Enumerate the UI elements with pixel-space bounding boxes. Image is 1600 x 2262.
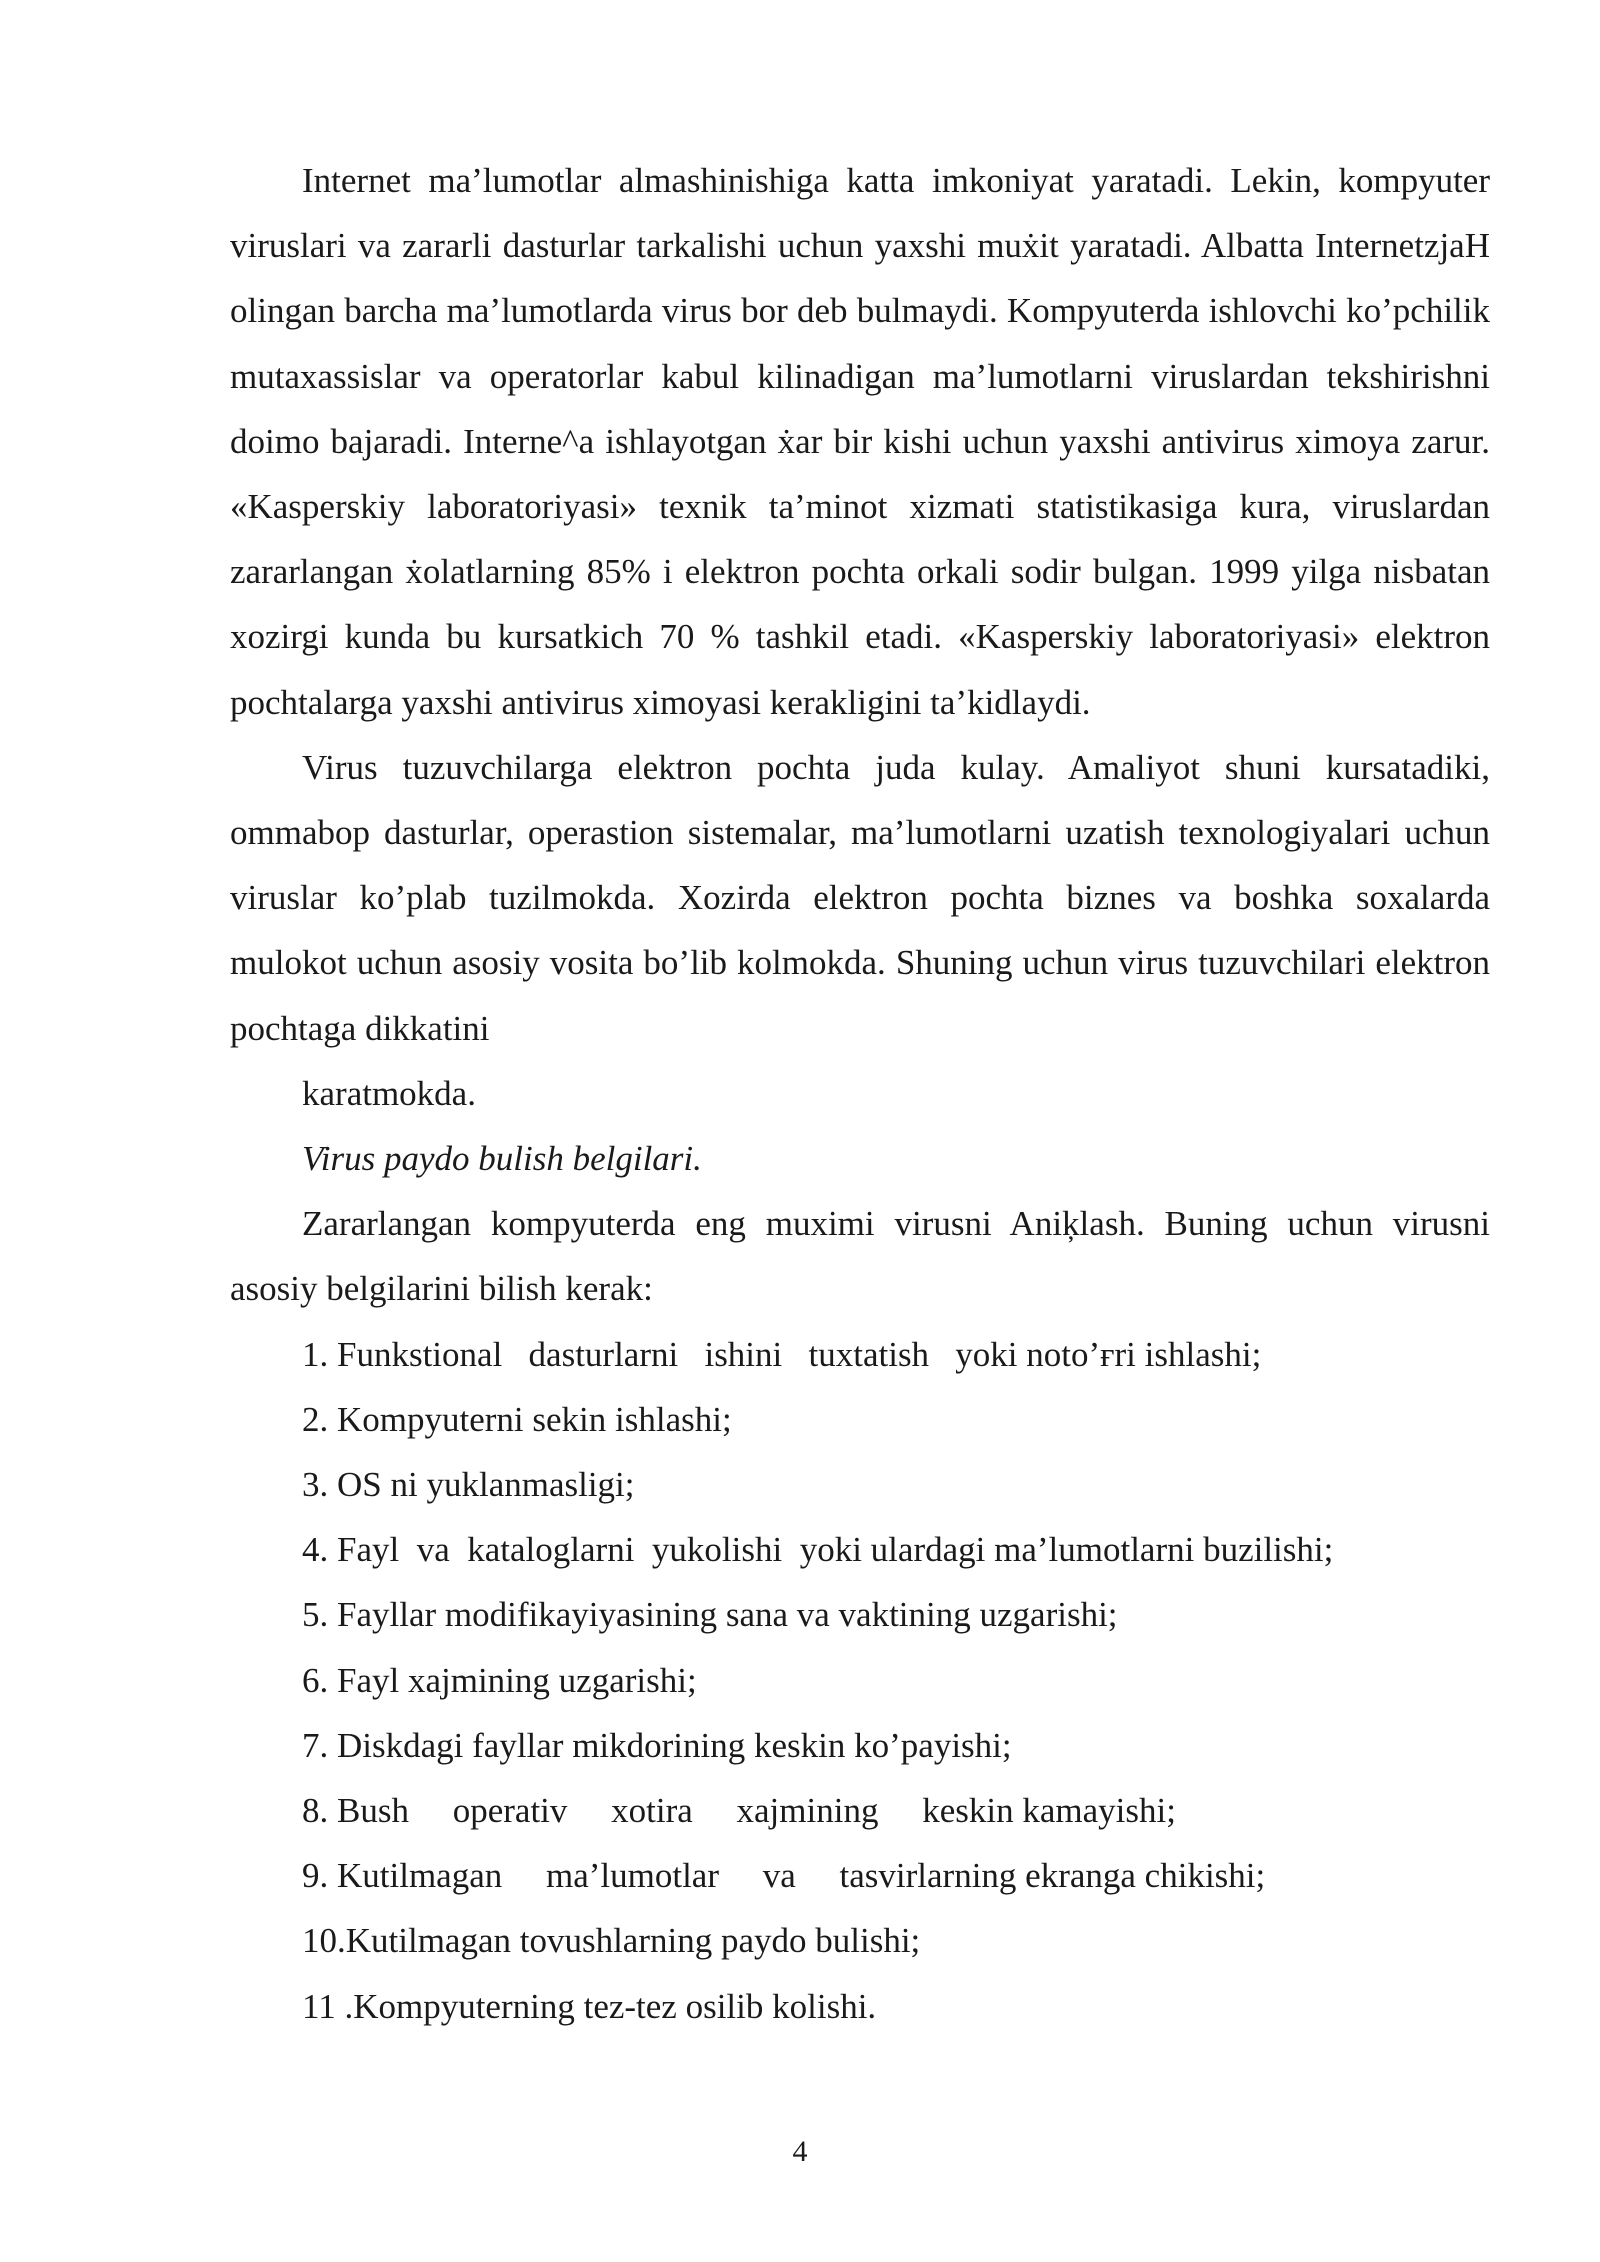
list-item: 11 .Kompyuterning tez-tez osilib kolishi. — [302, 1986, 877, 2026]
list-item: 4. Fayl va kataloglarni yukolishi yoki ulardagi ma’lumotlarni buzilishi; — [302, 1530, 1334, 1570]
list-item: 2. Kompyuterni sekin ishlashi; — [302, 1399, 732, 1439]
list-item: 9. Kutilmagan ma’lumotlar va tasvirlarning ekranga chikishi; — [302, 1856, 1266, 1896]
continuation-line: karatmokda. — [302, 1073, 476, 1113]
page-number: 4 — [792, 2135, 808, 2168]
paragraph-intro: Zararlangan kompyuterda eng muximi virusni Aniķlash. Buning uchun virusni asosiy belgilarini bilish kerak: — [230, 1204, 1490, 1309]
list-item: 5. Fayllar modifikayiyasining sana va vaktining uzgarishi; — [302, 1595, 1118, 1635]
section-heading: Virus paydo bulish belgilari. — [302, 1139, 702, 1179]
symptoms-list — [230, 1322, 1490, 2039]
list-item: 7. Diskdagi fayllar mikdorining keskin ko’payishi; — [302, 1725, 1012, 1765]
list-item: 3. OS ni yuklanmasligi; — [302, 1465, 635, 1505]
list-item: 10.Kutilmagan tovushlarning paydo bulishi; — [302, 1921, 921, 1961]
paragraph-internet: Internet ma’lumotlar almashinishiga katta imkoniyat yaratadi. Lekin, kompyuter viruslari va zararli dasturlar tarkalishi uchun yaxshi muẋit yaratadi. Albatta InternetzjaH olingan barcha ma’lumotlarda virus bor deb bulmaydi. Kompyuterda ishlovchi ko’pchilik mutaxassislar va operatorlar kabul kilinadigan ma’lumotlarni viruslardan tekshirishni doimo bajaradi. Interne^a ishlayotgan ẋar bir kishi uchun yaxshi antivirus ximoya zarur. «Kasperskiy laboratoriyasi» texnik ta’minot xizmati statistikasiga kura, viruslardan zararlangan ẋolatlarning 85% i elektron pochta orkali sodir bulgan. 1999 yilga nisbatan xozirgi kunda bu kursatkich 70 % tashkil etadi. «Kasperskiy laboratoriyasi» elektron pochtalarga yaxshi antivirus ximoyasi kerakligini ta’kidlaydi. — [230, 161, 1490, 722]
list-item: 8. Bush operativ xotira xajmining keskin kamayishi; — [302, 1791, 1176, 1831]
list-item: 1. Funkstional dasturlarni ishini tuxtatish yoki noto’ғri ishlashi; — [302, 1334, 1262, 1374]
body-text — [230, 148, 1490, 2039]
list-item: 6. Fayl xajmining uzgarishi; — [302, 1660, 697, 1700]
paragraph-email-viruses: Virus tuzuvchilarga elektron pochta juda kulay. Amaliyot shuni kursatadiki, ommabop dasturlar, operastion sistemalar, ma’lumotlarni uzatish texnologiyalari uchun viruslar ko’plab tuzilmokda. Xozirda elektron pochta biznes va boshka soxalarda mulokot uchun asosiy vosita bo’lib kolmokda. Shuning uchun virus tuzuvchilari elektron pochtaga dikkatini — [230, 747, 1490, 1048]
